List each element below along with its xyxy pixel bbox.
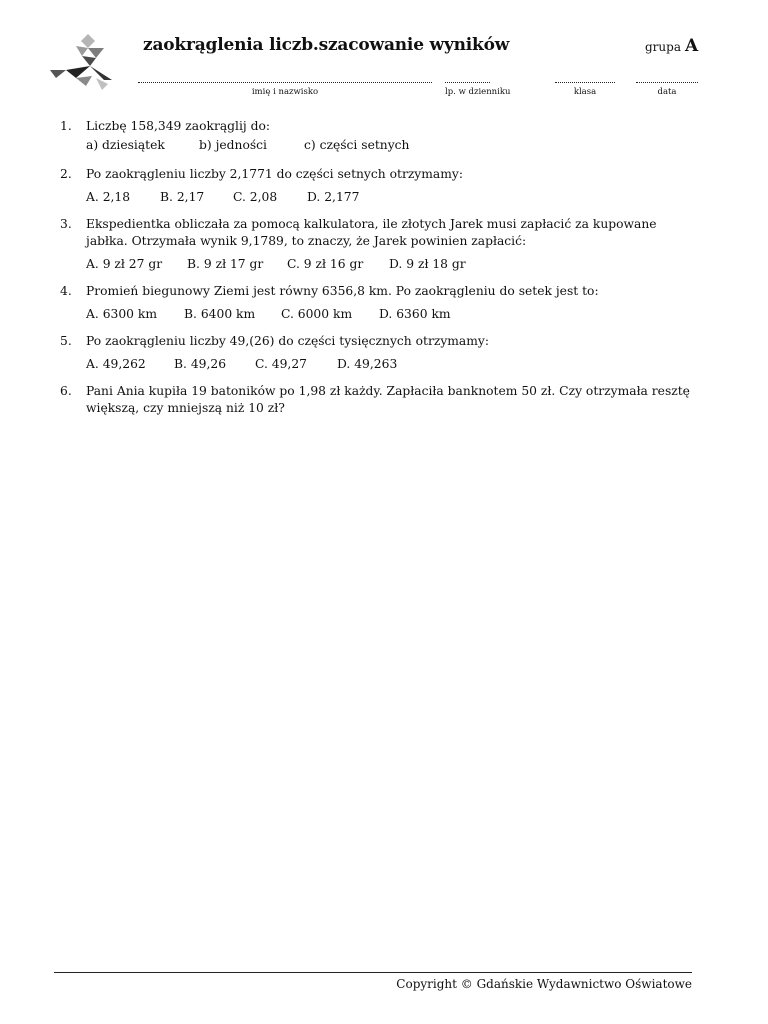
task-number: 3. [60,217,72,231]
task-text: Liczbę 158,349 zaokrąglij do: [86,119,271,133]
task-1 [58,118,698,154]
option-d: D. 49,263 [337,357,398,371]
copyright-notice: Copyright © Gdańskie Wydawnictwo Oświatowe [396,977,692,991]
task-text: Promień biegunowy Ziemi jest równy 6356,8 km. Po zaokrągleniu do setek jest to: [86,284,599,298]
publisher-logo [46,32,116,90]
name-field-label: imię i nazwisko [251,87,319,97]
class-field-label: klasa [573,87,597,97]
task-3 [58,216,698,273]
option-c: C. 49,27 [255,357,307,371]
group-letter: A [684,36,699,56]
option-c: C. 6000 km [281,307,353,321]
option-a: A. 49,262 [86,357,146,371]
option-c: C. 2,08 [233,190,278,204]
task-number: 4. [60,284,72,298]
worksheet-title: zaokrąglenia liczb.szacowanie wyników [143,35,510,55]
option-b: b) jedności [199,138,267,152]
task-number: 5. [60,334,72,348]
option-a: A. 9 zł 27 gr [86,257,163,271]
option-d: D. 6360 km [379,307,451,321]
task-options [86,137,698,154]
option-b: B. 49,26 [174,357,227,371]
register-number-label: lp. w dzienniku [445,87,511,97]
option-b: B. 2,17 [160,190,205,204]
task-text: Ekspedientka obliczała za pomocą kalkulatora, ile złotych Jarek musi zapłacić za kupowane jabłka. Otrzymała wynik 9,1789, to znaczy, że Jarek powinien zapłacić: [86,217,657,248]
date-field-label: data [657,87,677,97]
task-options [86,356,698,373]
task-number: 2. [60,167,72,181]
group-label: grupa [645,40,681,54]
task-options [86,306,698,323]
option-a: A. 2,18 [86,190,131,204]
option-c: C. 9 zł 16 gr [287,257,364,271]
task-4 [58,283,698,323]
task-list [58,118,698,427]
task-5 [58,333,698,373]
option-b: B. 6400 km [184,307,256,321]
task-options [86,189,698,206]
option-b: B. 9 zł 17 gr [187,257,264,271]
class-field[interactable] [555,74,615,97]
option-c: c) części setnych [304,138,410,152]
date-field[interactable] [636,74,698,97]
register-number-field[interactable] [445,74,511,97]
option-d: D. 9 zł 18 gr [389,257,466,271]
option-a: a) dziesiątek [86,138,165,152]
task-6 [58,383,698,417]
task-text: Po zaokrągleniu liczby 2,1771 do części setnych otrzymamy: [86,167,463,181]
task-number: 6. [60,384,72,398]
option-d: D. 2,177 [307,190,360,204]
option-a: A. 6300 km [86,307,158,321]
group-indicator [645,36,698,56]
task-text: Po zaokrągleniu liczby 49,(26) do części tysięcznych otrzymamy: [86,334,490,348]
task-text: Pani Ania kupiła 19 batoników po 1,98 zł każdy. Zapłaciła banknotem 50 zł. Czy otrzymała resztę większą, czy mniejszą niż 10 zł? [86,384,690,415]
task-2 [58,166,698,206]
task-options [86,256,698,273]
name-field[interactable] [138,74,432,97]
footer-divider [54,972,692,973]
task-number: 1. [60,119,72,133]
